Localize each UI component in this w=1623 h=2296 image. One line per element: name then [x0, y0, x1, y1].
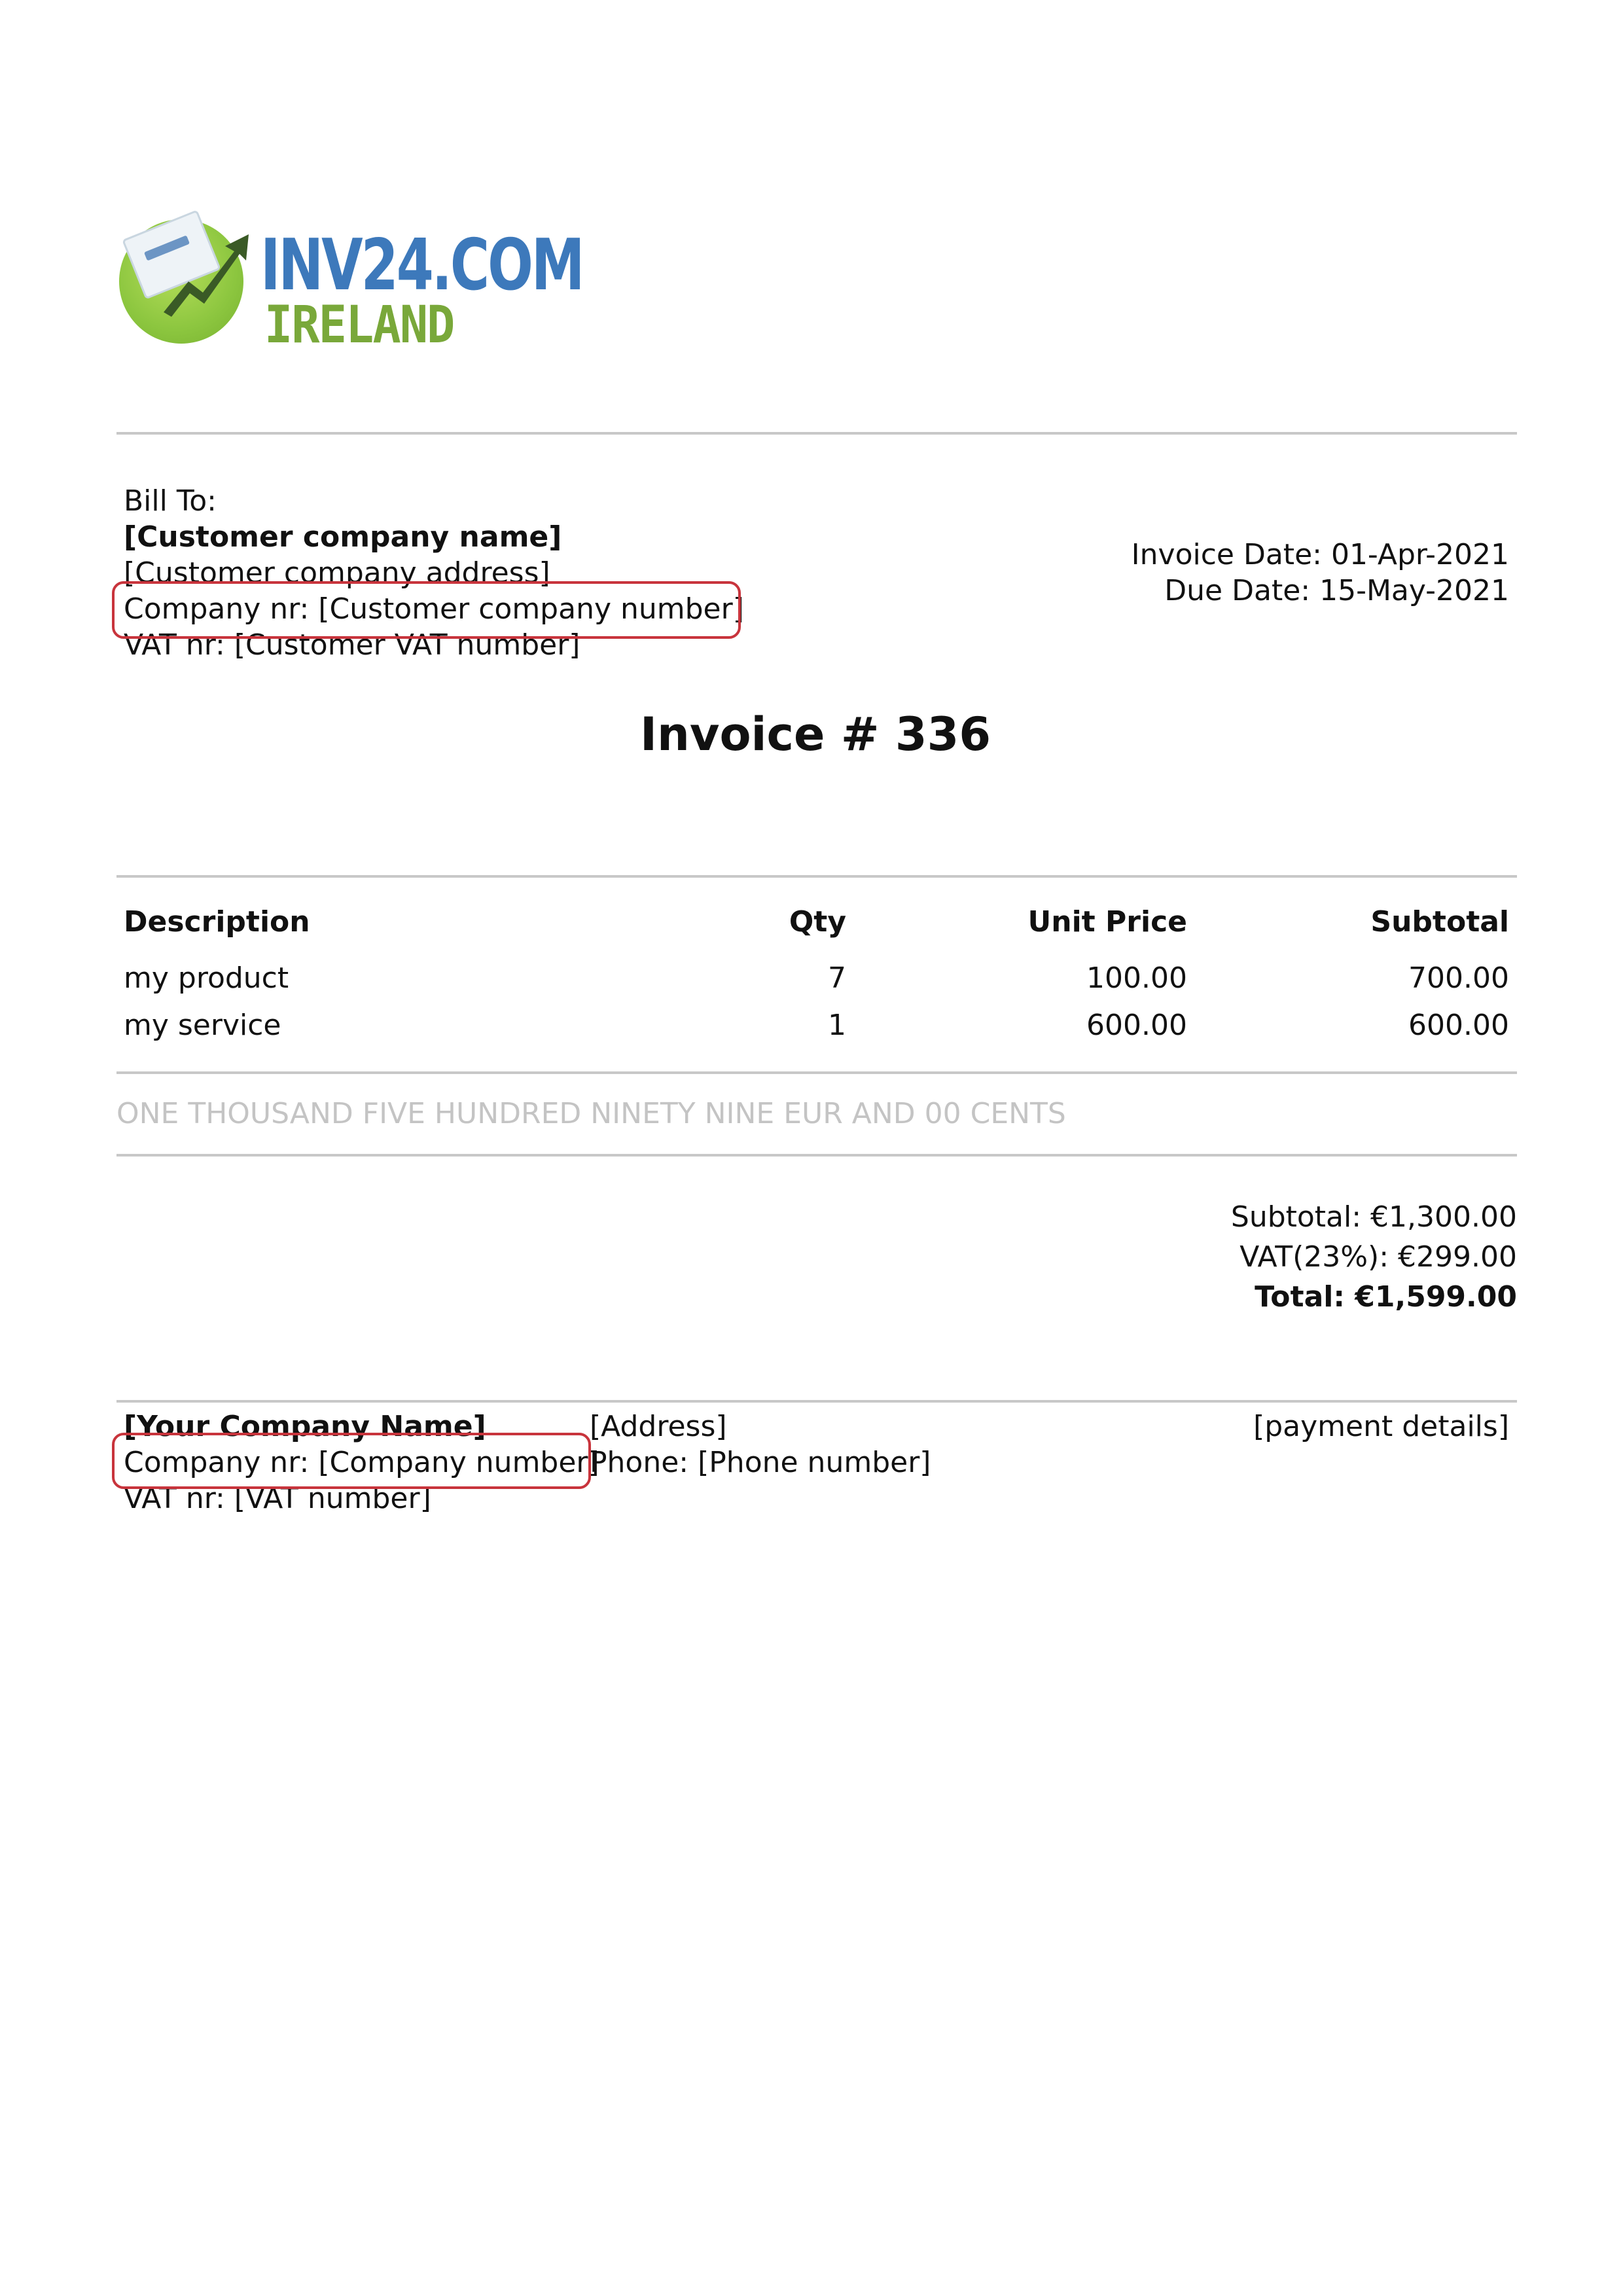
words-divider [116, 1154, 1517, 1157]
footer-divider [116, 1400, 1517, 1403]
due-date: Due Date: 15-May-2021 [1164, 574, 1509, 607]
col-header-unit-price: Unit Price [1027, 905, 1187, 939]
customer-vat-number: VAT nr: [Customer VAT number] [124, 628, 580, 662]
row-2-description: my service [124, 1009, 281, 1042]
bill-to-label: Bill To: [124, 484, 217, 518]
invoice-date: Invoice Date: 01-Apr-2021 [1131, 538, 1509, 571]
header-divider [116, 432, 1517, 435]
row-1-qty: 7 [828, 961, 846, 995]
logo-arrow-icon [157, 230, 255, 322]
row-2-unit-price: 600.00 [1086, 1009, 1187, 1042]
customer-company-number: Company nr: [Customer company number] [124, 592, 744, 626]
logo-brand-top: INV24.COM [260, 224, 583, 306]
row-1-description: my product [124, 961, 289, 995]
footer-address: [Address] [590, 1410, 727, 1443]
table-bottom-divider [116, 1071, 1517, 1074]
footer-payment-details: [payment details] [1253, 1410, 1509, 1443]
table-top-divider [116, 875, 1517, 878]
logo-brand-bottom: IRELAND [264, 296, 454, 355]
col-header-qty: Qty [789, 905, 846, 939]
totals-subtotal: Subtotal: €1,300.00 [1230, 1200, 1517, 1234]
customer-company-address: [Customer company address] [124, 556, 550, 590]
row-2-qty: 1 [828, 1009, 846, 1042]
footer-phone: Phone: [Phone number] [590, 1446, 931, 1479]
col-header-subtotal: Subtotal [1370, 905, 1509, 939]
invoice-title: Invoice # 336 [639, 708, 991, 761]
row-1-unit-price: 100.00 [1086, 961, 1187, 995]
col-header-description: Description [124, 905, 310, 939]
totals-vat: VAT(23%): €299.00 [1240, 1240, 1517, 1274]
footer-company-number-highlight [112, 1433, 591, 1489]
footer-company-number: Company nr: [Company number] [124, 1446, 599, 1479]
row-1-subtotal: 700.00 [1408, 961, 1509, 995]
totals-total: Total: €1,599.00 [1255, 1280, 1517, 1314]
customer-company-name: [Customer company name] [124, 520, 562, 554]
row-2-subtotal: 600.00 [1408, 1009, 1509, 1042]
amount-in-words: ONE THOUSAND FIVE HUNDRED NINETY NINE EUR AND 00 CENTS [116, 1097, 1066, 1130]
footer-company-name: [Your Company Name] [124, 1410, 486, 1443]
customer-company-number-highlight [112, 581, 741, 639]
footer-vat-number: VAT nr: [VAT number] [124, 1482, 431, 1515]
